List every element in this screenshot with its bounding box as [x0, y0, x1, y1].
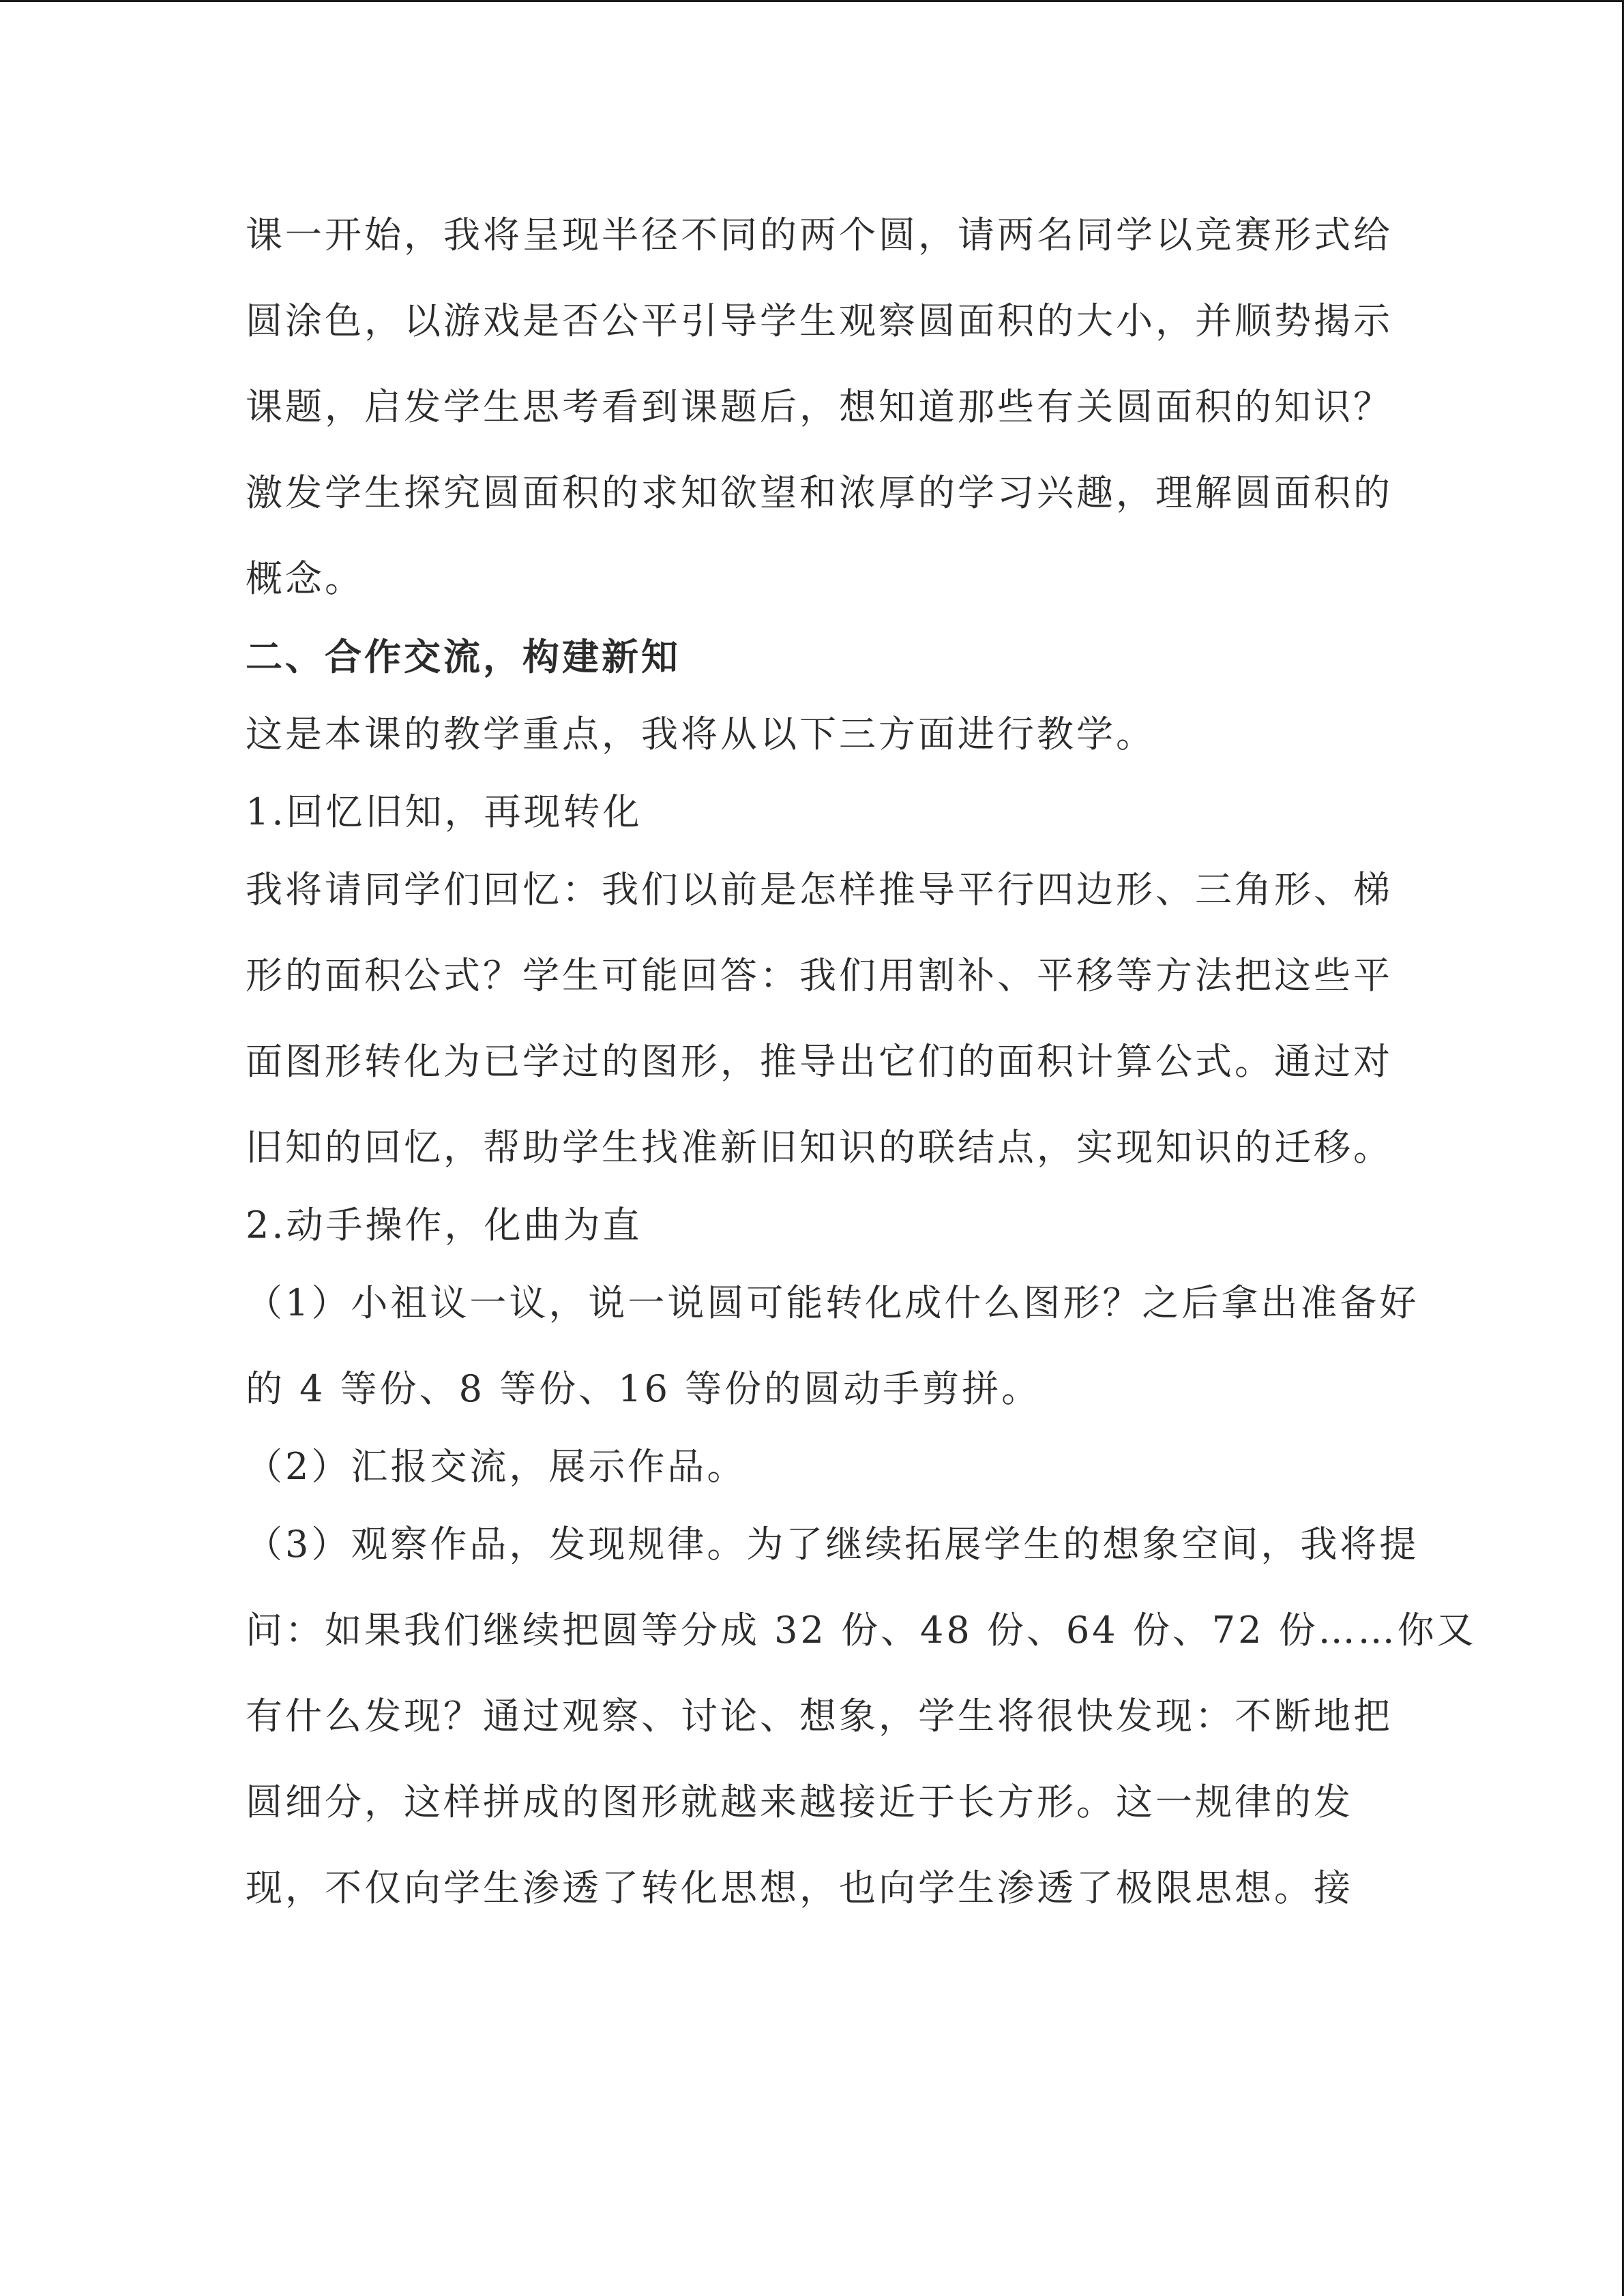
paragraph-line: 的 4 等份、8 等份、16 等份的圆动手剪拼。: [246, 1367, 1042, 1410]
paragraph-line: 课题，启发学生思考看到课题后，想知道那些有关圆面积的知识？: [246, 385, 1393, 428]
paragraph-line: 概念。: [246, 557, 364, 600]
document-body: [246, 213, 1477, 1910]
paragraph-line: 这是本课的教学重点，我将从以下三方面进行教学。: [246, 713, 1155, 756]
paragraph-line: 激发学生探究圆面积的求知欲望和浓厚的学习兴趣，理解圆面积的: [246, 471, 1393, 514]
paragraph-line: 课一开始，我将呈现半径不同的两个圆，请两名同学以竞赛形式给: [246, 213, 1393, 256]
paragraph-line: 现，不仅向学生渗透了转化思想，也向学生渗透了极限思想。接: [246, 1866, 1353, 1909]
subsection-heading: 2.动手操作，化曲为直: [246, 1204, 643, 1247]
paragraph-line: （1）小祖议一议，说一说圆可能转化成什么图形？之后拿出准备好: [246, 1281, 1419, 1324]
paragraph-line: 圆涂色，以游戏是否公平引导学生观察圆面积的大小，并顺势揭示: [246, 299, 1393, 342]
paragraph-line: 有什么发现？通过观察、讨论、想象，学生将很快发现：不断地把: [246, 1695, 1393, 1738]
subsection-heading: 1.回忆旧知，再现转化: [246, 790, 643, 833]
paragraph-line: 形的面积公式？学生可能回答：我们用割补、平移等方法把这些平: [246, 954, 1393, 997]
paragraph-line: （2）汇报交流，展示作品。: [246, 1445, 747, 1488]
paragraph-line: 问：如果我们继续把圆等分成 32 份、48 份、64 份、72 份……你又: [246, 1609, 1477, 1652]
paragraph-line: （3）观察作品，发现规律。为了继续拓展学生的想象空间，我将提: [246, 1523, 1419, 1566]
paragraph-line: 面图形转化为已学过的图形，推导出它们的面积计算公式。通过对: [246, 1040, 1393, 1083]
paragraph-line: 旧知的回忆，帮助学生找准新旧知识的联结点，实现知识的迁移。: [246, 1126, 1393, 1169]
paragraph-line: 我将请同学们回忆：我们以前是怎样推导平行四边形、三角形、梯: [246, 868, 1393, 911]
paragraph-line: 圆细分，这样拼成的图形就越来越接近于长方形。这一规律的发: [246, 1780, 1353, 1823]
section-heading: 二、合作交流，构建新知: [246, 635, 681, 679]
